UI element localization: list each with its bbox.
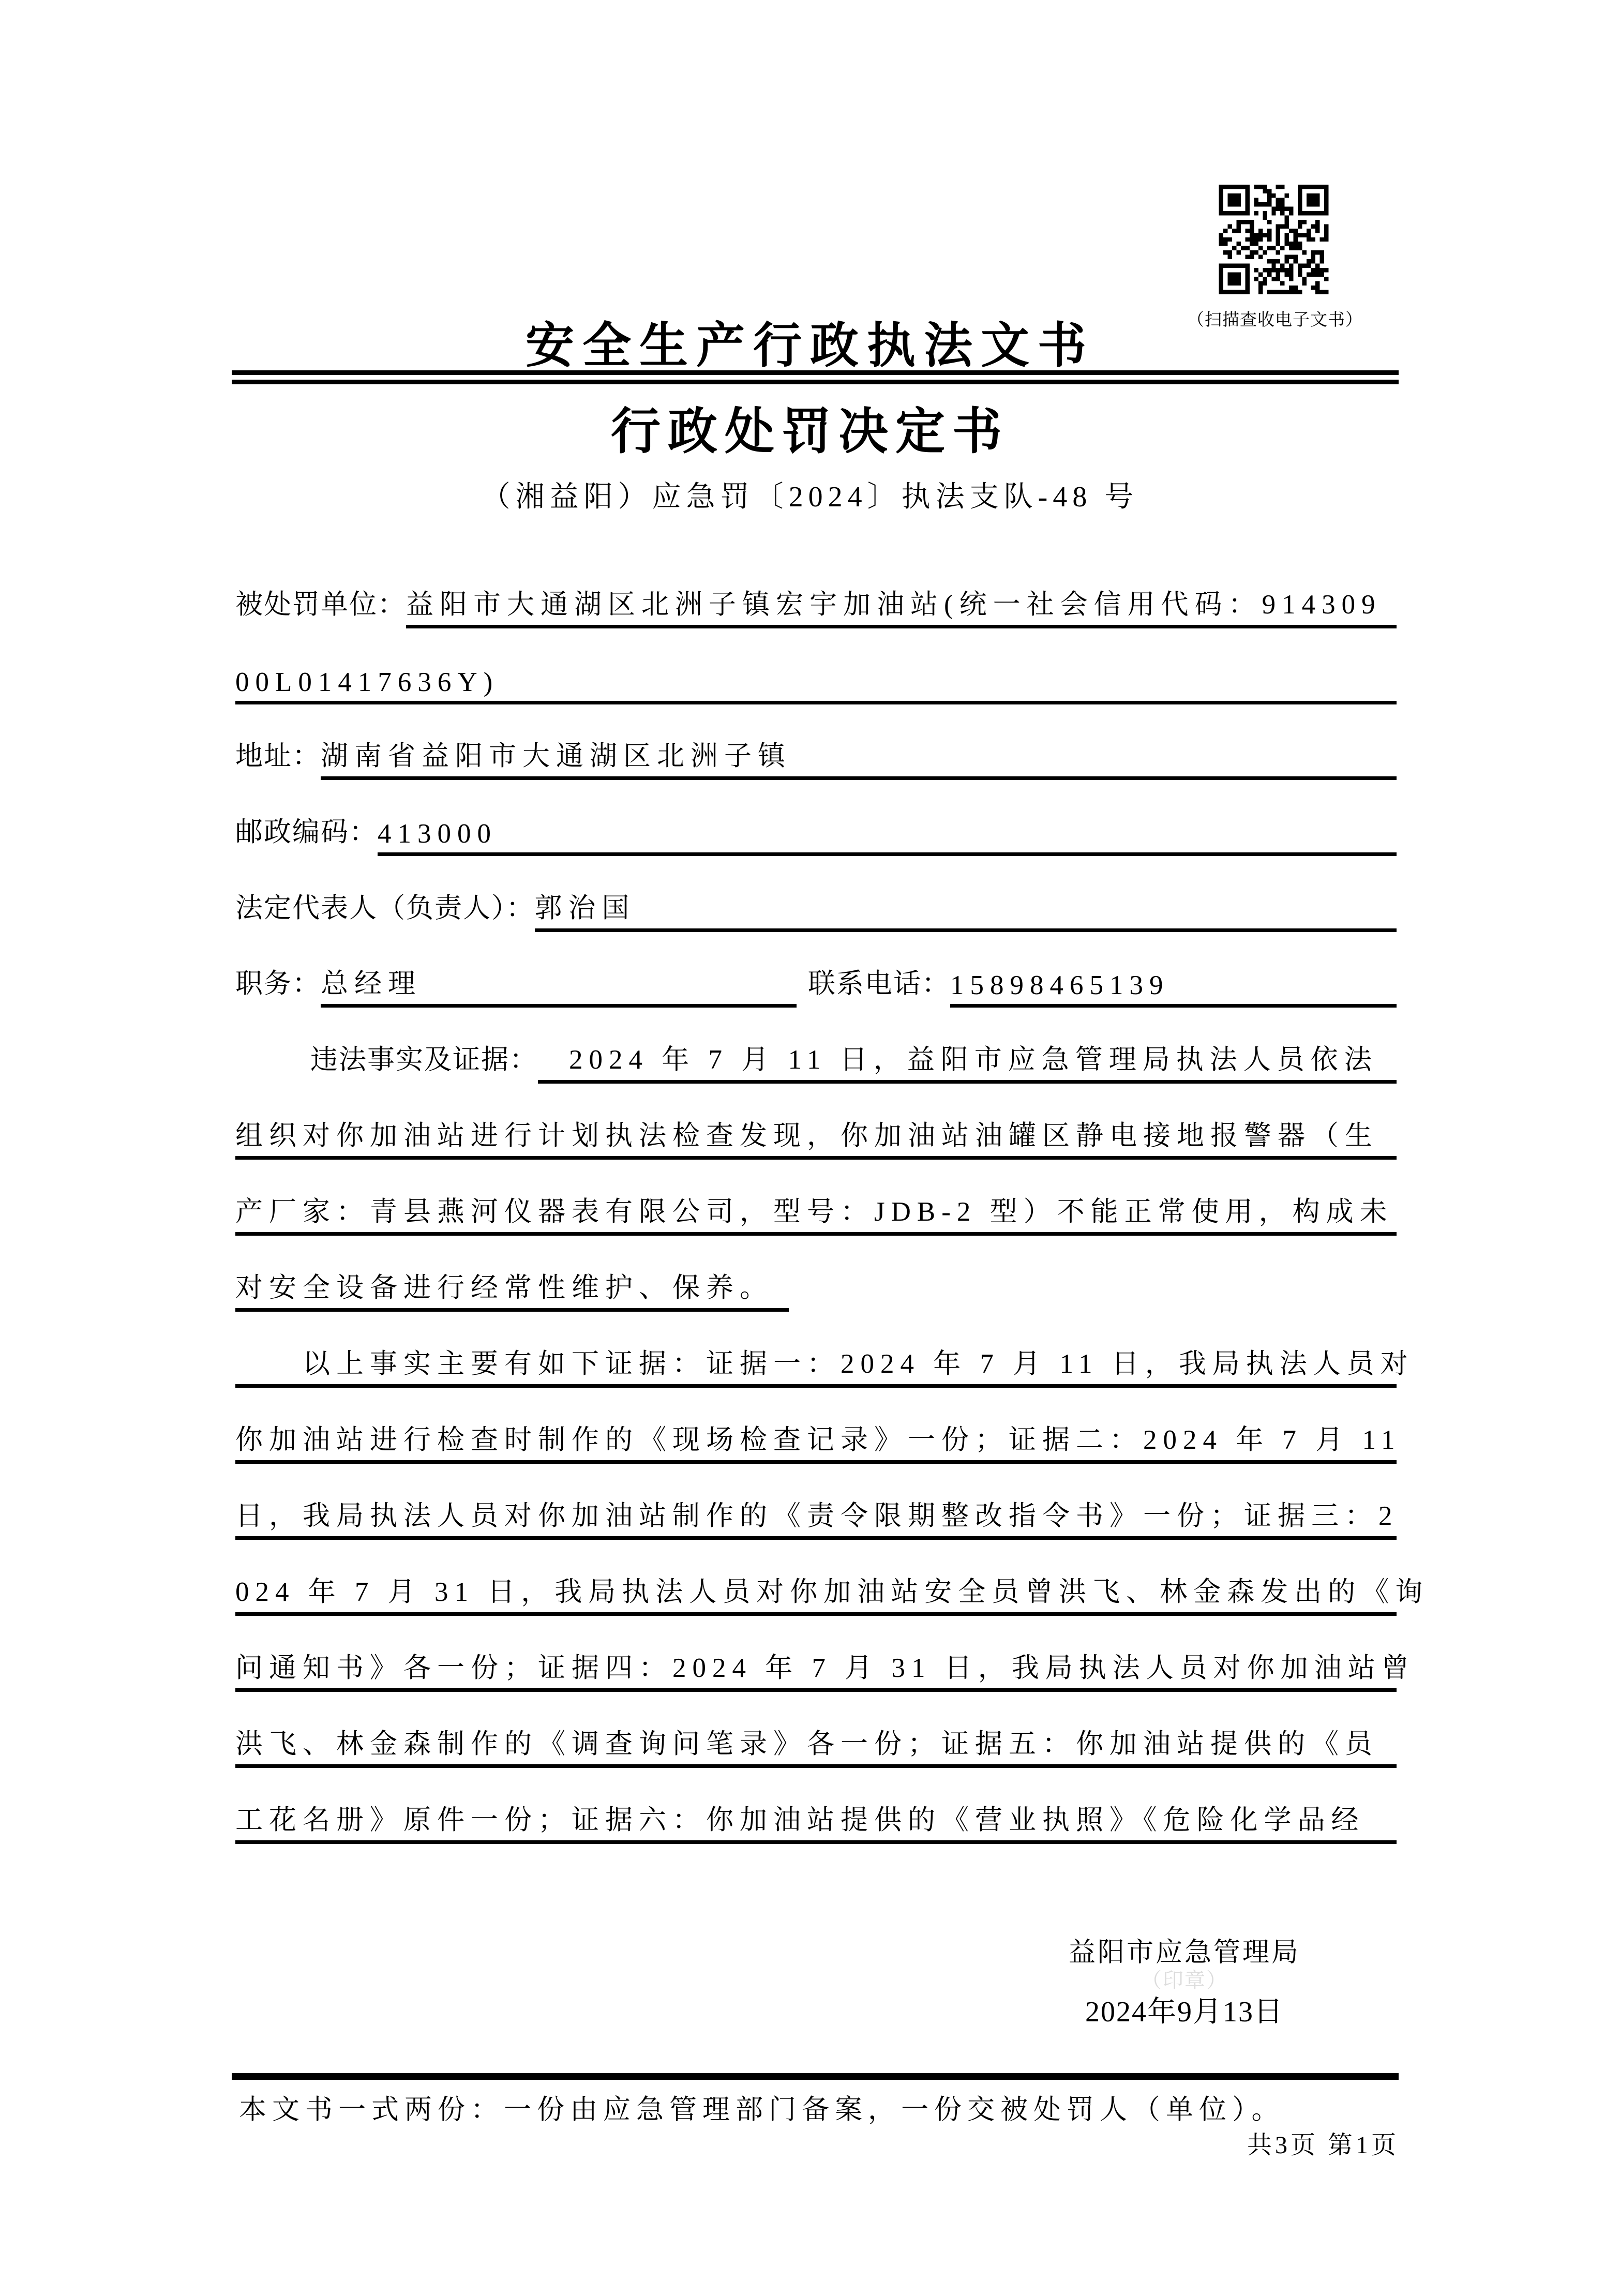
facts-line-3 bbox=[235, 1192, 1397, 1236]
seal-placeholder: （印章） bbox=[1141, 1969, 1228, 1992]
evidence-line-2 bbox=[235, 1420, 1401, 1464]
facts-value-line1: 2024 年 7 月 11 日，益阳市应急管理局执法人员依法 bbox=[538, 1038, 1397, 1084]
issuing-authority: 益阳市应急管理局 bbox=[1068, 1938, 1300, 1968]
evidence-value-line5: 问通知书》各一份；证据四：2024 年 7 月 31 日，我局执法人员对你加油站曾 bbox=[235, 1646, 1397, 1692]
evidence-line-1 bbox=[235, 1344, 1414, 1388]
postal-code-value: 413000 bbox=[378, 818, 1397, 856]
footer-note: 本文书一式两份：一份由应急管理部门备案，一份交被处罚人（单位）。 bbox=[239, 2095, 1285, 2125]
evidence-line-3 bbox=[235, 1496, 1397, 1540]
evidence-value-line4: 024 年 7 月 31 日，我局执法人员对你加油站安全员曾洪飞、林金森发出的《询 bbox=[235, 1570, 1397, 1616]
punished-unit-label: 被处罚单位： bbox=[235, 590, 406, 620]
phone-value: 15898465139 bbox=[950, 970, 1397, 1008]
facts-value-line4: 对安全设备进行经常性维护、保养。 bbox=[235, 1266, 789, 1312]
qr-caption: （扫描查收电子文书） bbox=[1187, 311, 1363, 329]
evidence-value-line6: 洪飞、林金森制作的《调查询问笔录》各一份；证据五：你加油站提供的《员 bbox=[235, 1722, 1397, 1768]
field-punished-unit-cont bbox=[235, 661, 1397, 704]
doc-title: 行政处罚决定书 bbox=[611, 404, 1009, 459]
evidence-value-line1: 以上事实主要有如下证据：证据一：2024 年 7 月 11 日，我局执法人员对 bbox=[235, 1342, 1397, 1388]
evidence-value-line7: 工花名册》原件一份；证据六：你加油站提供的《营业执照》《危险化学品经 bbox=[235, 1798, 1397, 1844]
system-title: 安全生产行政执法文书 bbox=[525, 319, 1094, 373]
punished-unit-value-line2: 00L01417636Y) bbox=[235, 667, 1397, 704]
qr-code-image bbox=[1218, 185, 1329, 294]
position-value: 总经理 bbox=[321, 962, 797, 1008]
postal-code-label: 邮政编码： bbox=[235, 817, 378, 847]
legal-representative-value: 郭治国 bbox=[535, 886, 1397, 932]
footer-rule bbox=[232, 2073, 1399, 2080]
punished-unit-value-line1: 益阳市大通湖区北洲子镇宏宇加油站(统一社会信用代码：914309 bbox=[406, 582, 1397, 628]
evidence-line-7 bbox=[235, 1800, 1397, 1844]
evidence-value-line2: 你加油站进行检查时制作的《现场检查记录》一份；证据二：2024 年 7 月 11 bbox=[235, 1418, 1397, 1464]
field-legal-representative bbox=[235, 889, 1397, 932]
qr-code bbox=[1218, 185, 1329, 294]
evidence-line-5 bbox=[235, 1648, 1415, 1692]
field-position-phone bbox=[235, 964, 1397, 1008]
field-punished-unit bbox=[235, 585, 1397, 628]
page-indicator: 共3页 第1页 bbox=[1247, 2132, 1399, 2159]
doc-number: （湘益阳）应急罚〔2024〕执法支队-48 号 bbox=[481, 481, 1139, 513]
evidence-value-line3: 日，我局执法人员对你加油站制作的《责令限期整改指令书》一份；证据三：2 bbox=[235, 1494, 1397, 1540]
issue-date: 2024年9月13日 bbox=[1085, 1996, 1284, 2028]
address-label: 地址： bbox=[235, 741, 321, 771]
position-label: 职务： bbox=[235, 969, 321, 999]
field-address bbox=[235, 737, 1397, 780]
facts-line-2 bbox=[235, 1116, 1397, 1160]
legal-representative-label: 法定代表人（负责人）： bbox=[235, 893, 535, 923]
evidence-line-4 bbox=[235, 1572, 1429, 1616]
facts-line-1 bbox=[235, 1040, 1397, 1084]
facts-line-4 bbox=[235, 1268, 1397, 1312]
facts-value-line2: 组织对你加油站进行计划执法检查发现，你加油站油罐区静电接地报警器（生 bbox=[235, 1114, 1397, 1160]
double-rule bbox=[232, 370, 1399, 384]
facts-value-line3: 产厂家：青县燕河仪器表有限公司，型号：JDB-2 型）不能正常使用，构成未 bbox=[235, 1190, 1397, 1236]
address-value: 湖南省益阳市大通湖区北洲子镇 bbox=[321, 734, 1397, 780]
evidence-line-6 bbox=[235, 1724, 1397, 1768]
phone-label: 联系电话： bbox=[808, 969, 950, 999]
facts-label: 违法事实及证据： bbox=[310, 1045, 538, 1075]
field-postal-code bbox=[235, 813, 1397, 856]
